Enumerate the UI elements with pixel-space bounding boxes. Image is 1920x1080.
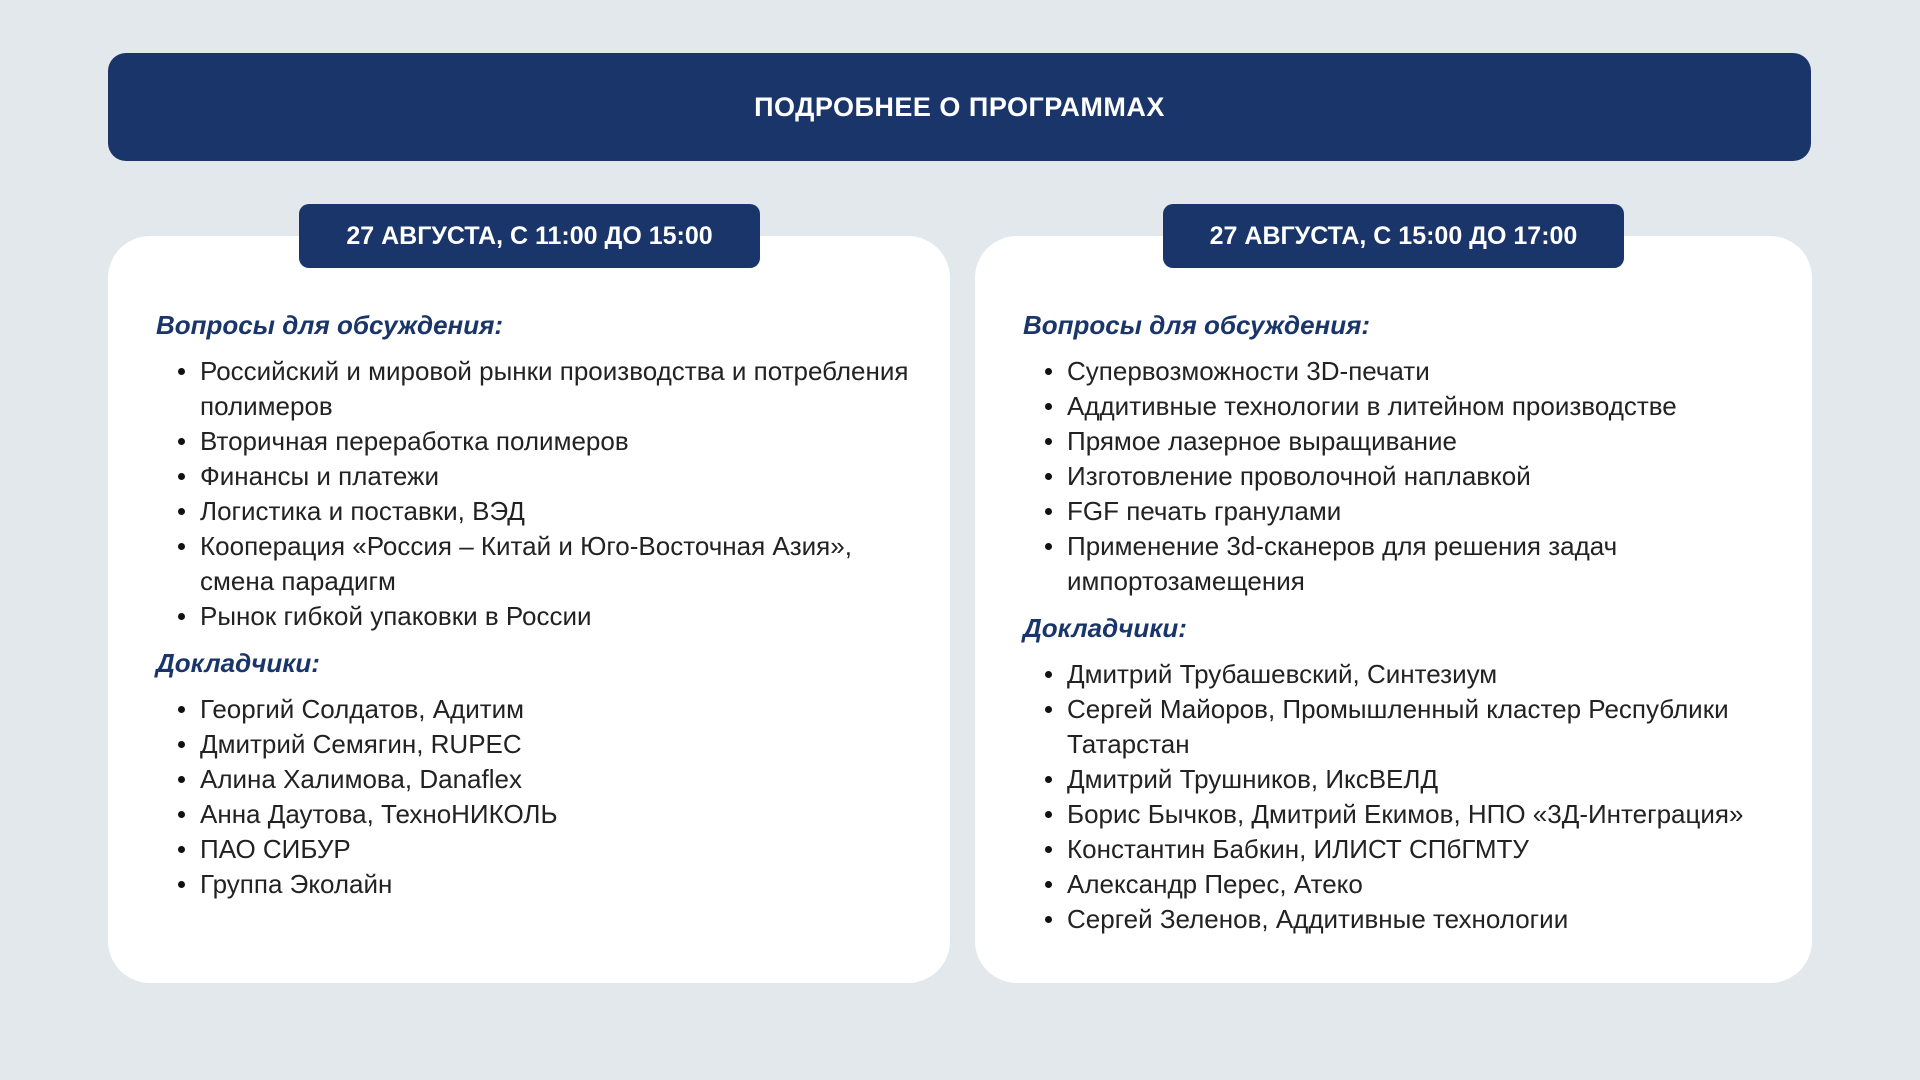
list-item: Александр Перес, Атеко — [1023, 867, 1772, 902]
program-card-1-content — [156, 308, 910, 914]
list-item: Алина Халимова, Danaflex — [156, 762, 910, 797]
list-item: Сергей Зеленов, Аддитивные технологии — [1023, 902, 1772, 937]
topics-heading: Вопросы для обсуждения: — [156, 310, 504, 340]
list-item: Борис Бычков, Дмитрий Екимов, НПО «3Д-Интеграция» — [1023, 797, 1772, 832]
program-card-2 — [975, 236, 1812, 983]
header-banner — [108, 53, 1811, 161]
topics-list — [1023, 354, 1772, 599]
list-item: Дмитрий Семягин, RUPEC — [156, 727, 910, 762]
list-item: Вторичная переработка полимеров — [156, 424, 910, 459]
topics-heading: Вопросы для обсуждения: — [1023, 310, 1371, 340]
list-item: ПАО СИБУР — [156, 832, 910, 867]
speakers-heading: Докладчики: — [156, 648, 320, 678]
speakers-list — [1023, 657, 1772, 937]
list-item: Дмитрий Трубашевский, Синтезиум — [1023, 657, 1772, 692]
list-item: Группа Эколайн — [156, 867, 910, 902]
list-item: FGF печать гранулами — [1023, 494, 1772, 529]
list-item: Анна Даутова, ТехноНИКОЛЬ — [156, 797, 910, 832]
list-item: Аддитивные технологии в литейном производстве — [1023, 389, 1772, 424]
list-item: Логистика и поставки, ВЭД — [156, 494, 910, 529]
topics-list — [156, 354, 910, 634]
list-item: Изготовление проволочной наплавкой — [1023, 459, 1772, 494]
list-item: Супервозможности 3D-печати — [1023, 354, 1772, 389]
list-item: Сергей Майоров, Промышленный кластер Республики Татарстан — [1023, 692, 1772, 762]
list-item: Российский и мировой рынки производства и потребления полимеров — [156, 354, 910, 424]
program-1-date-badge: 27 АВГУСТА, С 11:00 ДО 15:00 — [299, 204, 760, 268]
speakers-heading: Докладчики: — [1023, 613, 1187, 643]
program-card-1 — [108, 236, 950, 983]
program-2-date-badge: 27 АВГУСТА, С 15:00 ДО 17:00 — [1163, 204, 1624, 268]
speakers-list — [156, 692, 910, 902]
list-item: Рынок гибкой упаковки в России — [156, 599, 910, 634]
list-item: Финансы и платежи — [156, 459, 910, 494]
page-title: ПОДРОБНЕЕ О ПРОГРАММАХ — [754, 91, 1165, 122]
list-item: Георгий Солдатов, Адитим — [156, 692, 910, 727]
list-item: Прямое лазерное выращивание — [1023, 424, 1772, 459]
list-item: Применение 3d-сканеров для решения задач импортозамещения — [1023, 529, 1772, 599]
list-item: Константин Бабкин, ИЛИСТ СПбГМТУ — [1023, 832, 1772, 867]
program-card-2-content — [1023, 308, 1772, 949]
list-item: Дмитрий Трушников, ИксВЕЛД — [1023, 762, 1772, 797]
list-item: Кооперация «Россия – Китай и Юго-Восточная Азия», смена парадигм — [156, 529, 910, 599]
